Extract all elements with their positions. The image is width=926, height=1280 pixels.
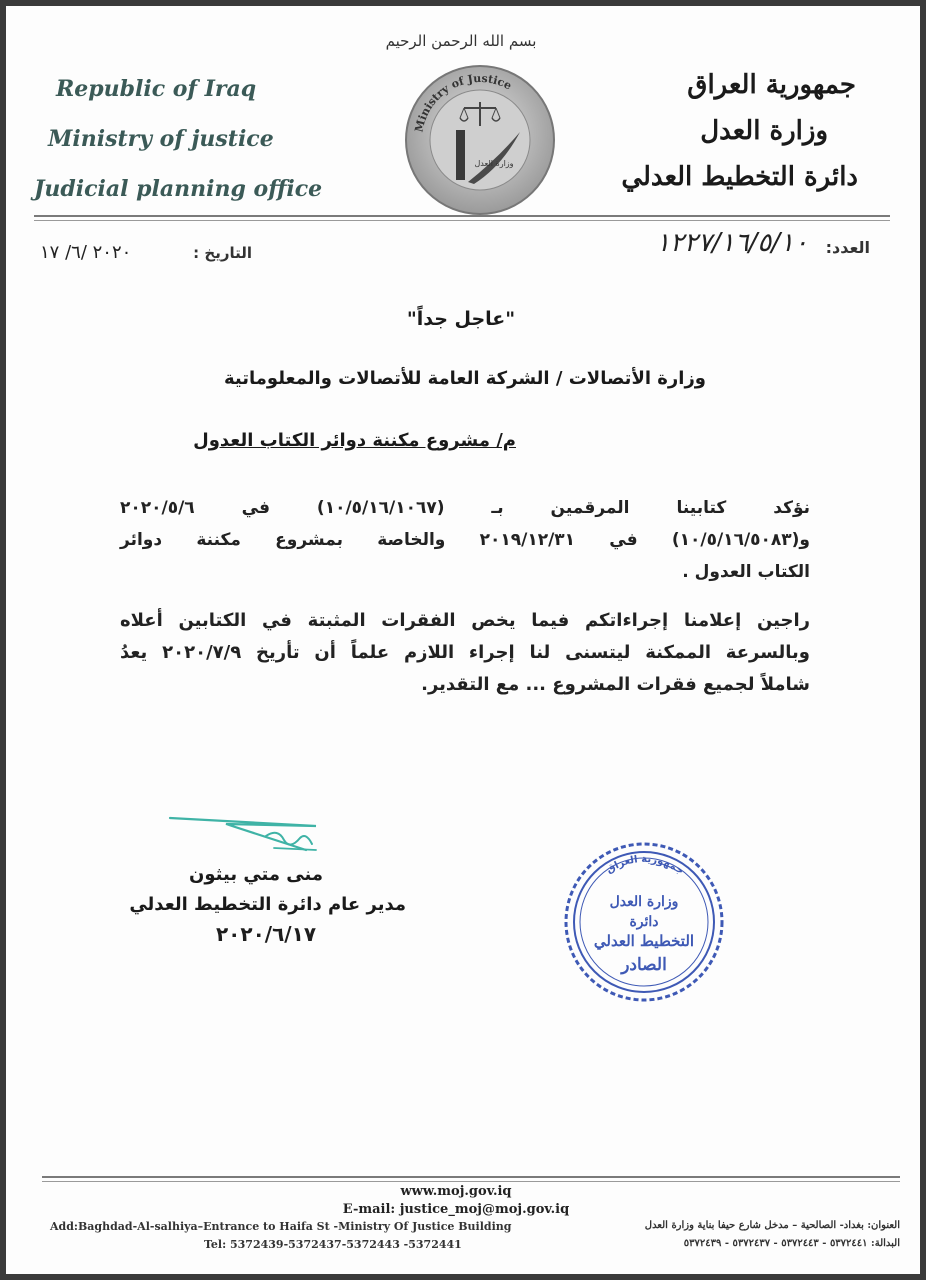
seal-ring-text: Ministry of Justice	[412, 71, 514, 134]
paragraph-1-line-3: الكتاب العدول .	[682, 562, 810, 582]
seal-center-text: وزارة العدل	[474, 159, 514, 168]
signatory-title: مدير عام دائرة التخطيط العدلي	[129, 894, 406, 915]
number-value: ١٢٢٧/١٦/٥/١٠	[656, 228, 808, 258]
header-en-republic: Republic of Iraq	[56, 76, 257, 102]
header-divider	[34, 215, 890, 221]
stamp-line-2: دائرة	[629, 914, 659, 930]
footer-tel-en: Tel: 5372439-5372437-5372443 -5372441	[204, 1238, 462, 1251]
paragraph-2-line-1: راجين إعلامنا إجراءاتكم فيما يخص الفقرات المثبتة في الكتابين أعلاه	[120, 610, 810, 631]
header-ar-republic: جمهورية العراق	[687, 70, 856, 100]
date-label: التاريخ :	[193, 244, 252, 262]
basmala: بسم الله الرحمن الرحيم	[385, 32, 537, 50]
footer-divider	[42, 1176, 900, 1182]
signature-date: ٢٠٢٠/٦/١٧	[215, 922, 317, 946]
subject-line: م/ مشروع مكننة دوائر الكتاب العدول	[193, 430, 516, 451]
issued-stamp	[562, 840, 726, 1004]
header-ar-ministry: وزارة العدل	[700, 116, 828, 146]
ministry-seal-logo	[402, 62, 558, 218]
footer-address-ar: العنوان: بغداد- الصالحية – مدخل شارع حيفا بناية وزارة العدل	[644, 1220, 900, 1231]
document-page	[6, 6, 920, 1274]
handwritten-signature	[166, 806, 336, 866]
paragraph-2-line-2: وبالسرعة الممكنة ليتسنى لنا إجراء اللازم علماً أن تأريخ ٢٠٢٠/٧/٩ يعدُ	[120, 642, 810, 663]
date-value: ٢٠٢٠ /٦/ ١٧	[40, 242, 132, 263]
footer-tel-ar: البدالة: ٥٣٧٢٤٤١ - ٥٣٧٢٤٤٣ - ٥٣٧٢٤٣٧ - ٥٣٧٢٤٣٩	[683, 1238, 900, 1249]
signatory-name: منى متي بيثون	[188, 864, 324, 885]
paragraph-1-line-1: نؤكد كتابينا المرقمين بـ (١٠/٥/١٦/١٠٦٧) في ٢٠٢٠/٥/٦	[120, 498, 810, 518]
header-en-ministry: Ministry of justice	[48, 126, 274, 152]
stamp-line-1: وزارة العدل	[609, 894, 679, 910]
footer-email: E-mail: justice_moj@moj.gov.iq	[342, 1202, 570, 1217]
paragraph-1-line-2: و(١٠/٥/١٦/٥٠٨٣) في ٢٠١٩/١٢/٣١ والخاصة بمشروع مكننة دوائر	[120, 530, 810, 550]
stamp-line-3: التخطيط العدلي	[593, 932, 695, 950]
footer-website: www.moj.gov.iq	[400, 1184, 512, 1199]
stamp-top-text: جمهورية العراق	[604, 853, 686, 878]
paragraph-2-line-3: شاملاً لجميع فقرات المشروع ... مع التقدير.	[421, 674, 810, 695]
urgent-label: "عاجل جداً"	[406, 308, 516, 330]
header-ar-office: دائرة التخطيط العدلي	[621, 162, 858, 192]
stamp-line-4: الصادر	[621, 955, 667, 975]
recipient: وزارة الأتصالات / الشركة العامة للأتصالات والمعلوماتية	[223, 368, 706, 389]
number-label: العدد:	[825, 238, 870, 257]
footer-address-en: Add:Baghdad-Al-salhiya–Entrance to Haifa St -Ministry Of Justice Building	[50, 1220, 512, 1233]
header-en-office: Judicial planning office	[34, 176, 323, 202]
